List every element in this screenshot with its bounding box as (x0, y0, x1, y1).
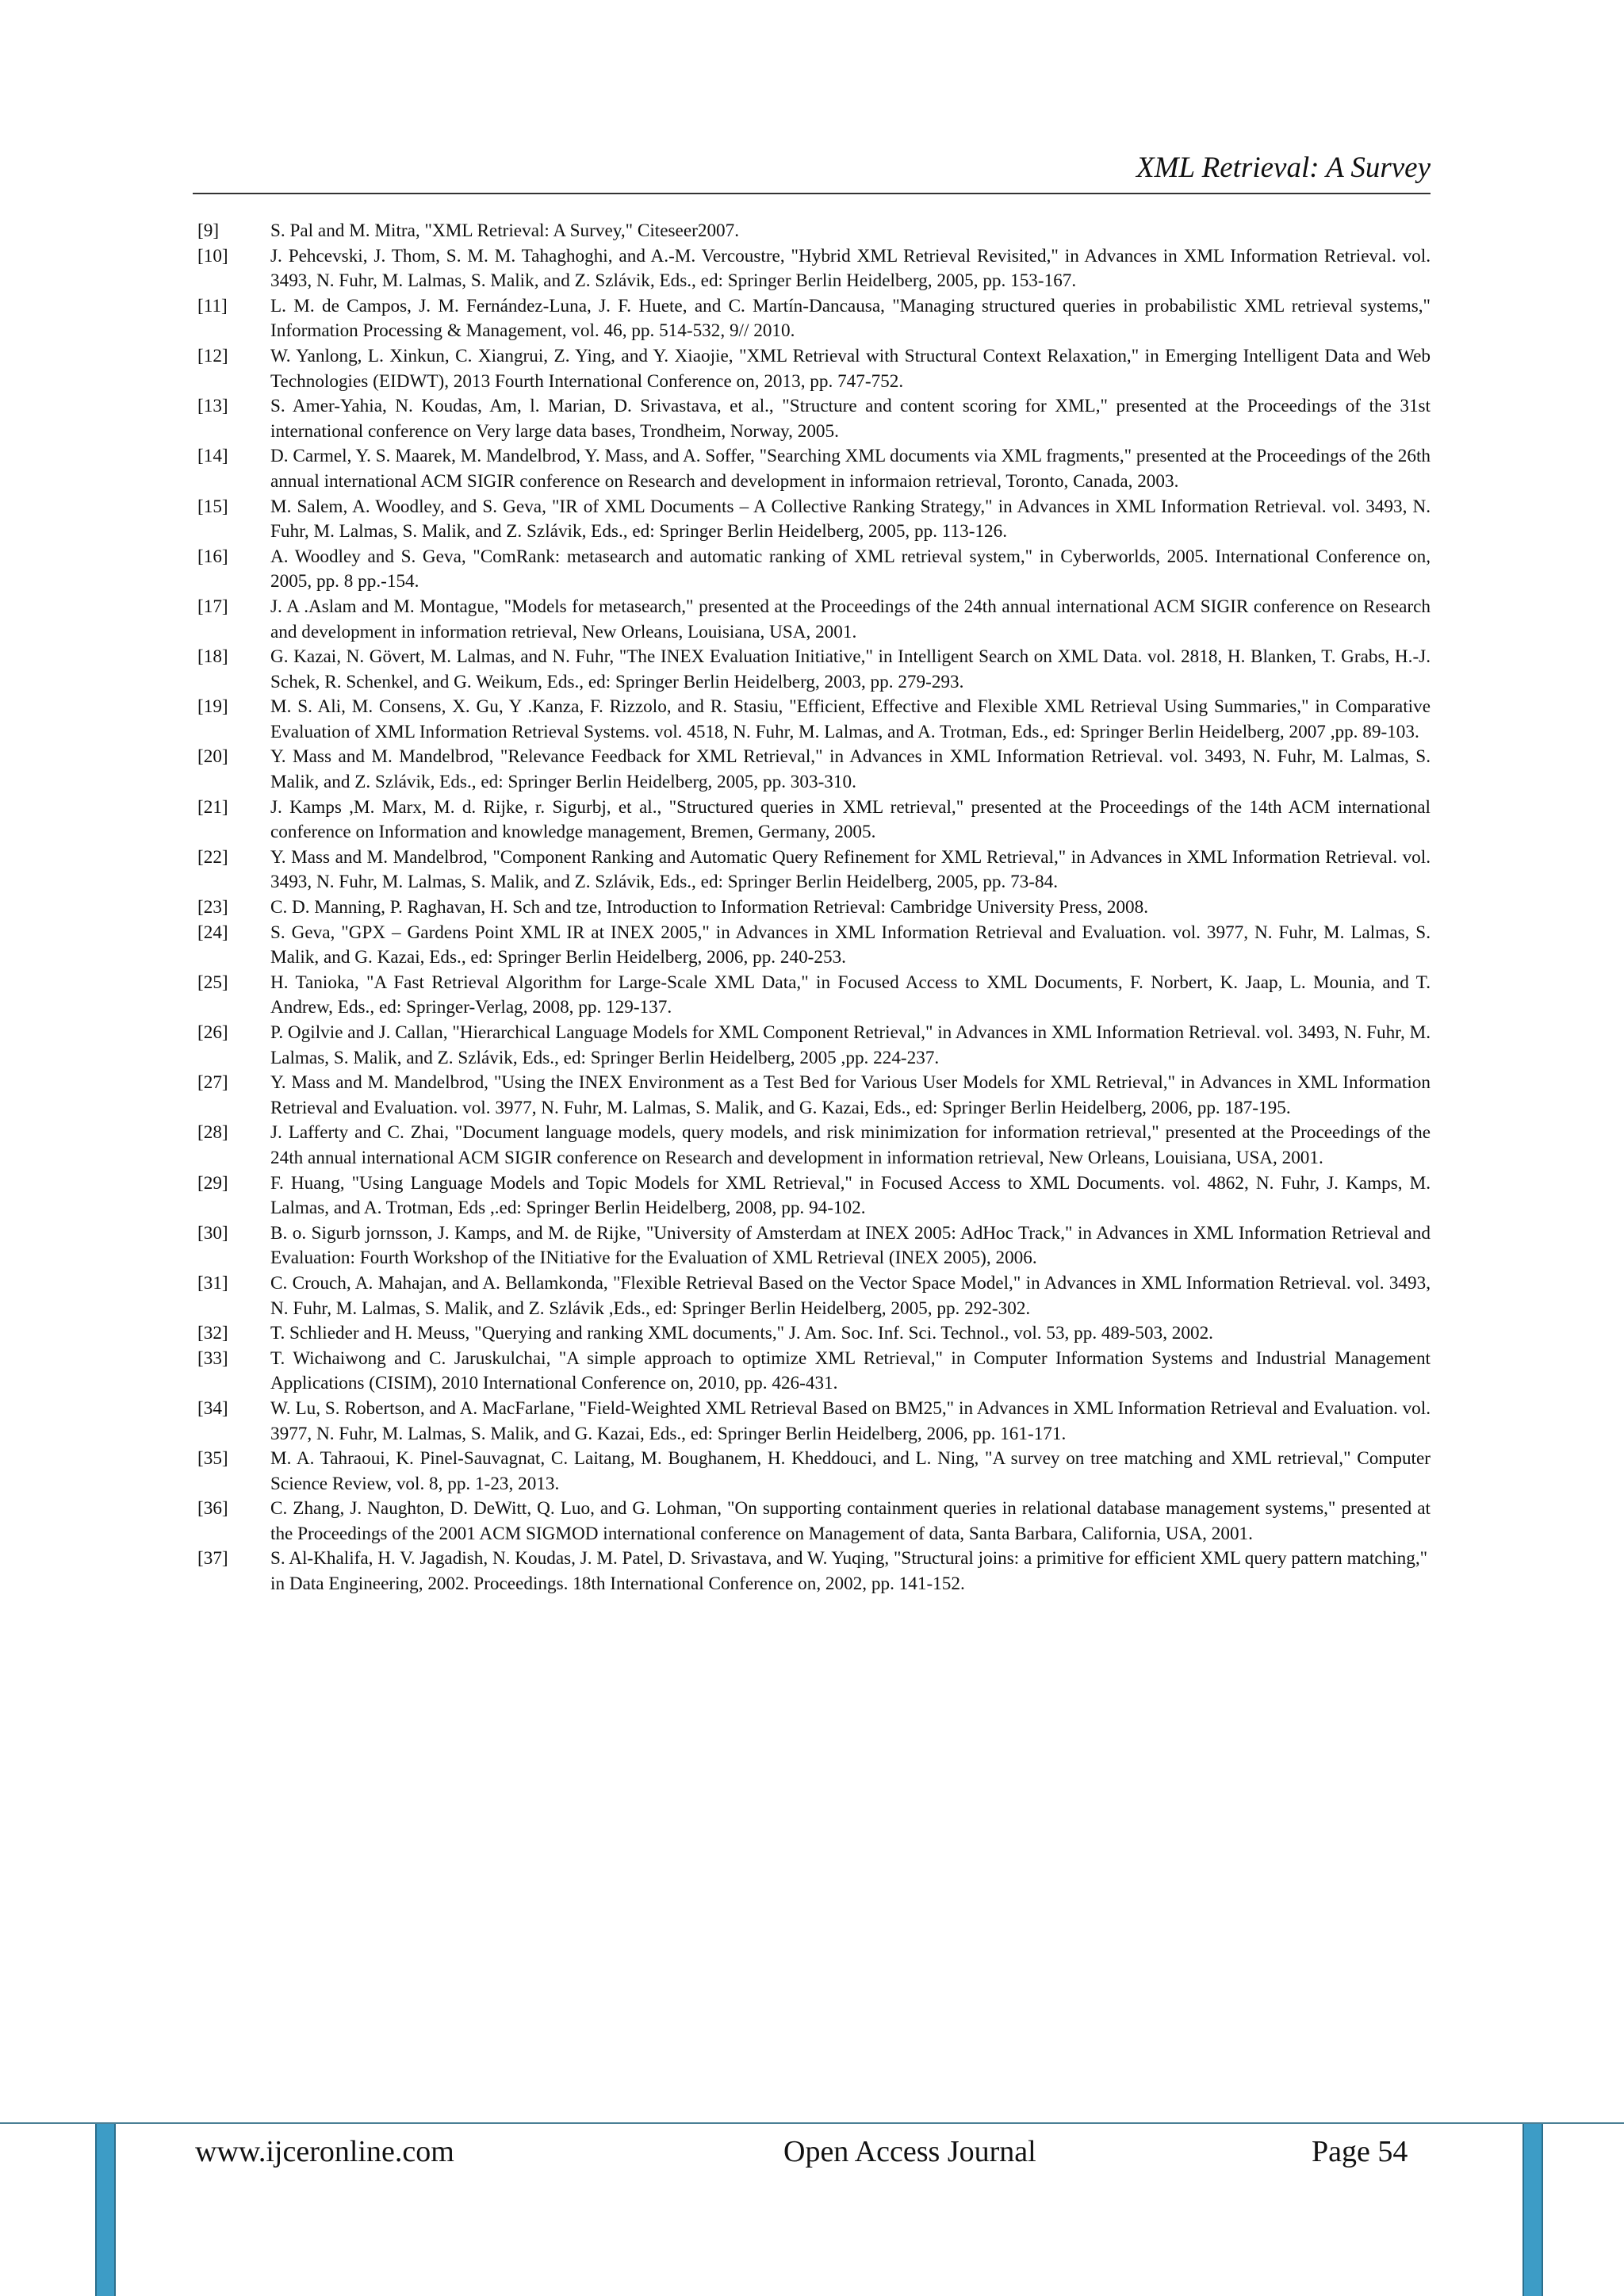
reference-item (197, 1321, 1431, 1347)
reference-item (197, 1447, 1431, 1497)
reference-item (197, 971, 1431, 1021)
reference-text: P. Ogilvie and J. Callan, "Hierarchical Language Models for XML Component Retrieval," in Advances in XML Information Retrieval. vol. 3493, N. Fuhr, M. Lalmas, S. Malik, and Z. Szlávik, Eds., ed: Springer Berlin Heidelberg, 2005 ,pp. 224-237. (270, 1022, 1431, 1068)
reference-text: M. S. Ali, M. Consens, X. Gu, Y .Kanza, F. Rizzolo, and R. Stasiu, "Efficient, Effective and Flexible XML Retrieval Using Summaries," in Comparative Evaluation of XML Information Retrieval Systems. vol. 4518, N. Fuhr, M. Lalmas, and A. Trotman, Eds., ed: Springer Berlin Heidelberg, 2007 ,pp. 89-103. (270, 696, 1431, 742)
reference-text: W. Lu, S. Robertson, and A. MacFarlane, "Field-Weighted XML Retrieval Based on BM25," in Advances in XML Information Retrieval and Evaluation. vol. 3977, N. Fuhr, M. Lalmas, S. Malik, and G. Kazai, Eds., ed: Springer Berlin Heidelberg, 2006, pp. 161-171. (270, 1397, 1431, 1444)
reference-text: M. A. Tahraoui, K. Pinel-Sauvagnat, C. Laitang, M. Boughanem, H. Kheddouci, and L. Ning, "A survey on tree matching and XML retrieval," Computer Science Review, vol. 8, pp. 1-23, 2013. (270, 1448, 1431, 1494)
reference-number: [34] (197, 1397, 228, 1419)
footer-left-bar (95, 2124, 116, 2296)
reference-number: [18] (197, 646, 228, 668)
reference-item (197, 244, 1431, 294)
reference-number: [35] (197, 1448, 228, 1470)
reference-item (197, 1171, 1431, 1221)
header-divider (193, 193, 1431, 194)
reference-item (197, 1397, 1431, 1447)
reference-number: [17] (197, 596, 228, 617)
reference-number: [14] (197, 446, 228, 467)
reference-item (197, 921, 1431, 971)
reference-item (197, 1497, 1431, 1547)
reference-number: [15] (197, 496, 228, 517)
reference-item (197, 1071, 1431, 1121)
reference-text: Y. Mass and M. Mandelbrod, "Relevance Feedback for XML Retrieval," in Advances in XML Information Retrieval. vol. 3493, N. Fuhr, M. Lalmas, S. Malik, and Z. Szlávik, Eds., ed: Springer Berlin Heidelberg, 2005, pp. 303-310. (270, 746, 1431, 793)
reference-text: C. D. Manning, P. Raghavan, H. Sch and tze, Introduction to Information Retrieval: Cambridge University Press, 2008. (270, 897, 1149, 918)
reference-number: [31] (197, 1272, 228, 1294)
footer-journal: Open Access Journal (783, 2135, 1036, 2168)
reference-number: [13] (197, 396, 228, 417)
reference-item (197, 444, 1431, 494)
reference-item (197, 695, 1431, 745)
reference-item (197, 1121, 1431, 1171)
reference-text: G. Kazai, N. Gövert, M. Lalmas, and N. Fuhr, "The INEX Evaluation Initiative," in Intelligent Search on XML Data. vol. 2818, H. Blanken, T. Grabs, H.-J. Schek, R. Schenkel, and G. Weikum, Eds., ed: Springer Berlin Heidelberg, 2003, pp. 279-293. (270, 646, 1431, 692)
footer-divider (0, 2122, 1624, 2124)
reference-item (197, 595, 1431, 645)
reference-item (197, 1347, 1431, 1397)
reference-number: [30] (197, 1222, 228, 1244)
reference-item (197, 745, 1431, 795)
reference-item (197, 1271, 1431, 1321)
reference-number: [21] (197, 796, 228, 818)
reference-text: M. Salem, A. Woodley, and S. Geva, "IR of XML Documents – A Collective Ranking Strategy," in Advances in XML Information Retrieval. vol. 3493, N. Fuhr, M. Lalmas, S. Malik, and Z. Szlávik, Eds., ed: Springer Berlin Heidelberg, 2005, pp. 113-126. (270, 496, 1431, 542)
reference-item (197, 545, 1431, 595)
reference-list (197, 219, 1431, 1597)
reference-item (197, 895, 1431, 921)
reference-text: J. A .Aslam and M. Montague, "Models for metasearch," presented at the Proceedings of the 24th annual international ACM SIGIR conference on Research and development in information retrieval, New Orleans, Louisiana, USA, 2001. (270, 596, 1431, 642)
reference-number: [19] (197, 696, 228, 718)
reference-number: [16] (197, 546, 228, 567)
reference-number: [12] (197, 345, 228, 366)
reference-text: J. Kamps ,M. Marx, M. d. Rijke, r. Sigurbj, et al., "Structured queries in XML retrieval," presented at the Proceedings of the 14th ACM international conference on Information and knowledge management, Bremen, Germany, 2005. (270, 796, 1431, 843)
reference-item (197, 845, 1431, 895)
reference-number: [25] (197, 972, 228, 993)
reference-item (197, 1021, 1431, 1071)
reference-item (197, 344, 1431, 394)
reference-text: H. Tanioka, "A Fast Retrieval Algorithm for Large-Scale XML Data," in Focused Access to XML Documents, F. Norbert, K. Jaap, L. Mounia, and T. Andrew, Eds., ed: Springer-Verlag, 2008, pp. 129-137. (270, 972, 1431, 1018)
reference-text: C. Crouch, A. Mahajan, and A. Bellamkonda, "Flexible Retrieval Based on the Vector Space Model," in Advances in XML Information Retrieval. vol. 3493, N. Fuhr, M. Lalmas, S. Malik, and Z. Szlávik ,Eds., ed: Springer Berlin Heidelberg, 2005, pp. 292-302. (270, 1272, 1431, 1319)
reference-text: D. Carmel, Y. S. Maarek, M. Mandelbrod, Y. Mass, and A. Soffer, "Searching XML documents via XML fragments," presented at the Proceedings of the 26th annual international ACM SIGIR conference on Research and development in informaion retrieval, Toronto, Canada, 2003. (270, 446, 1431, 492)
reference-number: [24] (197, 922, 228, 943)
reference-number: [20] (197, 746, 228, 768)
reference-item (197, 294, 1431, 344)
reference-text: S. Geva, "GPX – Gardens Point XML IR at INEX 2005," in Advances in XML Information Retrieval and Evaluation. vol. 3977, N. Fuhr, M. Lalmas, S. Malik, and G. Kazai, Eds., ed: Springer Berlin Heidelberg, 2006, pp. 240-253. (270, 922, 1431, 968)
reference-number: [28] (197, 1122, 228, 1144)
reference-text: J. Pehcevski, J. Thom, S. M. M. Tahaghoghi, and A.-M. Vercoustre, "Hybrid XML Retrieval Revisited," in Advances in XML Information Retrieval. vol. 3493, N. Fuhr, M. Lalmas, S. Malik, and Z. Szlávik, Eds., ed: Springer Berlin Heidelberg, 2005, pp. 153-167. (270, 245, 1431, 292)
footer-page-number: Page 54 (1312, 2135, 1408, 2168)
reference-item (197, 495, 1431, 545)
footer-website: www.ijceronline.com (195, 2135, 454, 2168)
reference-text: B. o. Sigurb jornsson, J. Kamps, and M. de Rijke, "University of Amsterdam at INEX 2005: AdHoc Track," in Advances in XML Information Retrieval and Evaluation: Fourth Workshop of the INitiative for the Evaluation of XML Retrieval (INEX 2005), 2006. (270, 1222, 1431, 1269)
reference-text: C. Zhang, J. Naughton, D. DeWitt, Q. Luo, and G. Lohman, "On supporting containment queries in relational database management systems," presented at the Proceedings of the 2001 ACM SIGMOD international conference on Management of data, Santa Barbara, California, USA, 2001. (270, 1498, 1431, 1544)
reference-text: T. Schlieder and H. Meuss, "Querying and ranking XML documents," J. Am. Soc. Inf. Sci. Technol., vol. 53, pp. 489-503, 2002. (270, 1323, 1213, 1344)
reference-item (197, 394, 1431, 444)
reference-number: [26] (197, 1022, 228, 1043)
reference-number: [37] (197, 1548, 228, 1570)
reference-number: [29] (197, 1172, 228, 1194)
reference-number: [36] (197, 1498, 228, 1520)
reference-number: [27] (197, 1072, 228, 1094)
reference-item (197, 795, 1431, 845)
reference-text: Y. Mass and M. Mandelbrod, "Using the INEX Environment as a Test Bed for Various User Models for XML Retrieval," in Advances in XML Information Retrieval and Evaluation. vol. 3977, N. Fuhr, M. Lalmas, S. Malik, and G. Kazai, Eds., ed: Springer Berlin Heidelberg, 2006, pp. 187-195. (270, 1072, 1431, 1118)
reference-number: [9] (197, 220, 220, 241)
reference-text: A. Woodley and S. Geva, "ComRank: metasearch and automatic ranking of XML retrieval system," in Cyberworlds, 2005. International Conference on, 2005, pp. 8 pp.-154. (270, 546, 1431, 592)
reference-text: J. Lafferty and C. Zhai, "Document language models, query models, and risk minimization for information retrieval," presented at the Proceedings of the 24th annual international ACM SIGIR conference on Research and development in information retrieval, New Orleans, Louisiana, USA, 2001. (270, 1122, 1431, 1168)
reference-text: W. Yanlong, L. Xinkun, C. Xiangrui, Z. Ying, and Y. Xiaojie, "XML Retrieval with Structural Context Relaxation," in Emerging Intelligent Data and Web Technologies (EIDWT), 2013 Fourth International Conference on, 2013, pp. 747-752. (270, 345, 1431, 392)
reference-number: [33] (197, 1347, 228, 1369)
reference-text: F. Huang, "Using Language Models and Topic Models for XML Retrieval," in Focused Access to XML Documents. vol. 4862, N. Fuhr, J. Kamps, M. Lalmas, and A. Trotman, Eds ,.ed: Springer Berlin Heidelberg, 2008, pp. 94-102. (270, 1172, 1431, 1219)
reference-text: L. M. de Campos, J. M. Fernández-Luna, J. F. Huete, and C. Martín-Dancausa, "Managing structured queries in probabilistic XML retrieval systems," Information Processing & Management, vol. 46, pp. 514-532, 9// 2010. (270, 295, 1431, 342)
reference-number: [23] (197, 897, 228, 918)
reference-item (197, 219, 1431, 244)
reference-text: S. Amer-Yahia, N. Koudas, Am, l. Marian, D. Srivastava, et al., "Structure and content scoring for XML," presented at the Proceedings of the 31st international conference on Very large data bases, Trondheim, Norway, 2005. (270, 396, 1431, 442)
reference-item (197, 1221, 1431, 1271)
footer-right-bar (1522, 2124, 1543, 2296)
reference-item (197, 1547, 1431, 1596)
running-header: XML Retrieval: A Survey (1136, 151, 1431, 184)
reference-number: [10] (197, 245, 228, 266)
reference-item (197, 645, 1431, 695)
reference-text: T. Wichaiwong and C. Jaruskulchai, "A simple approach to optimize XML Retrieval," in Computer Information Systems and Industrial Management Applications (CISIM), 2010 International Conference on, 2010, pp. 426-431. (270, 1347, 1431, 1394)
reference-number: [32] (197, 1323, 228, 1344)
reference-text: Y. Mass and M. Mandelbrod, "Component Ranking and Automatic Query Refinement for XML Retrieval," in Advances in XML Information Retrieval. vol. 3493, N. Fuhr, M. Lalmas, S. Malik, and Z. Szlávik, Eds., ed: Springer Berlin Heidelberg, 2005, pp. 73-84. (270, 846, 1431, 893)
reference-number: [11] (197, 295, 228, 316)
reference-number: [22] (197, 846, 228, 868)
reference-text: S. Al-Khalifa, H. V. Jagadish, N. Koudas, J. M. Patel, D. Srivastava, and W. Yuqing, "Structural joins: a primitive for efficient XML query pattern matching," in Data Engineering, 2002. Proceedings. 18th International Conference on, 2002, pp. 141-152. (270, 1548, 1428, 1595)
reference-text: S. Pal and M. Mitra, "XML Retrieval: A Survey," Citeseer2007. (270, 220, 740, 241)
